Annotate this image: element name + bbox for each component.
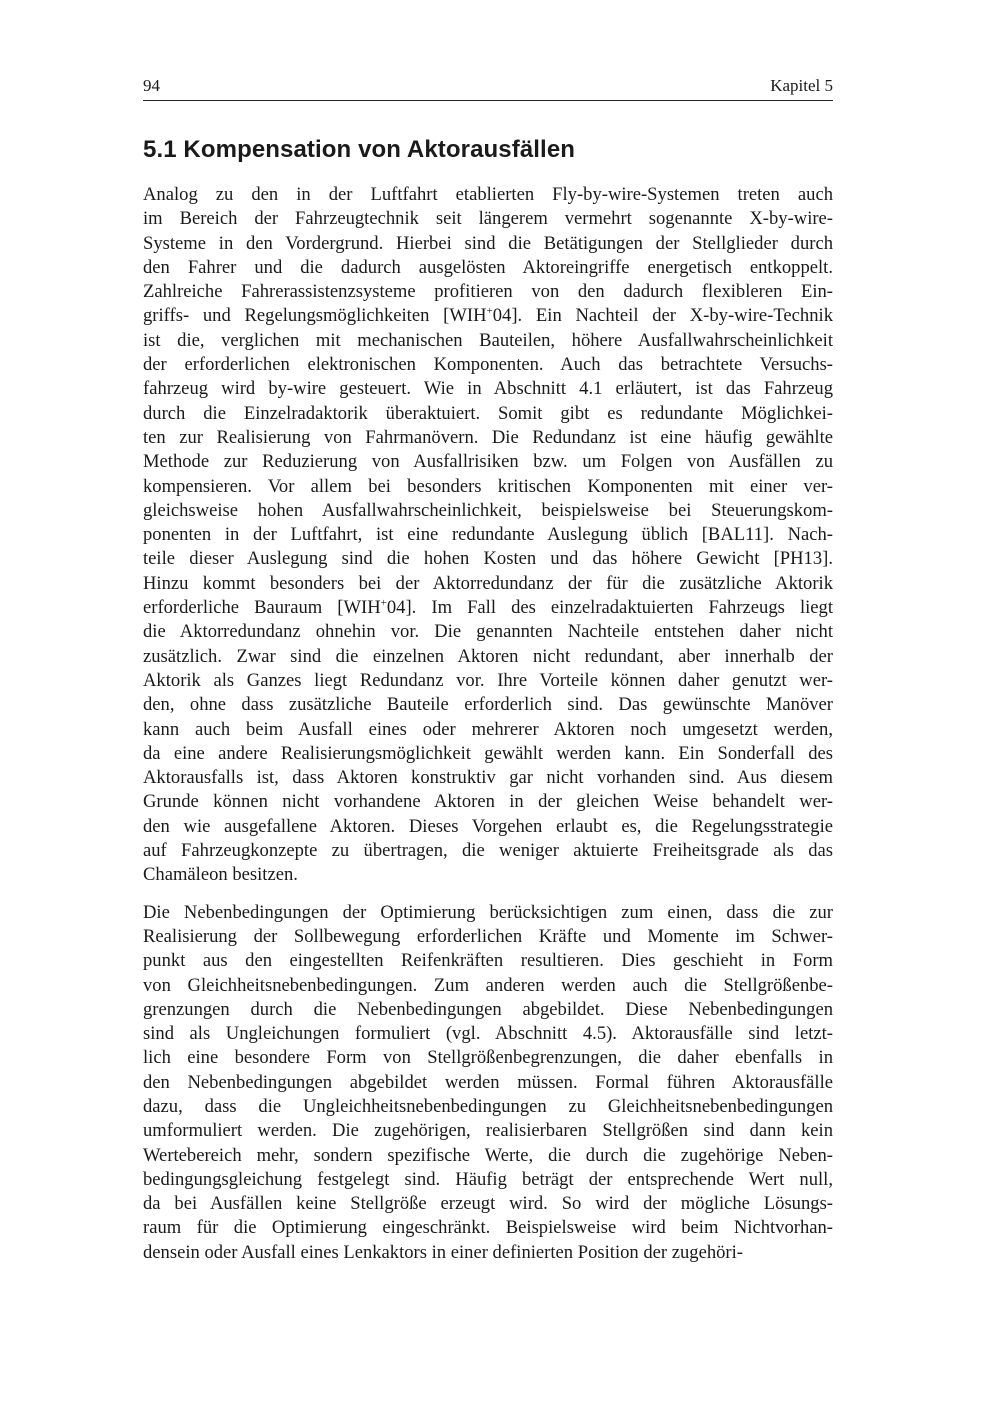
text-line: teile dieser Auslegung sind die hohen Kosten und das höhere Gewicht [PH13]. xyxy=(143,548,833,570)
paragraph-2 xyxy=(143,901,833,1265)
text-line: Realisierung der Sollbewegung erforderlichen Kräfte und Momente im Schwer- xyxy=(143,925,833,947)
section-title: 5.1 Kompensation von Aktorausfällen xyxy=(143,136,576,163)
text-line: dazu, dass die Ungleichheitsnebenbedingungen zu Gleichheitsnebenbedingungen xyxy=(143,1095,833,1117)
text-line: die Aktorredundanz ohnehin vor. Die genannten Nachteile entstehen daher nicht xyxy=(143,621,833,643)
text-line: griffs- und Regelungsmöglichkeiten [WIH+04]. Ein Nachteil der X-by-wire-Technik xyxy=(143,305,833,327)
text-line: kann auch beim Ausfall eines oder mehrerer Aktoren noch umgesetzt werden, xyxy=(143,718,833,740)
text-line: ponenten in der Luftfahrt, ist eine redundante Auslegung üblich [BAL11]. Nach- xyxy=(143,524,833,546)
text-line: Chamäleon besitzen. xyxy=(143,864,298,886)
text-line: gleichsweise hohen Ausfallwahrscheinlichkeit, beispielsweise bei Steuerungskom- xyxy=(143,499,833,521)
text-line: Grunde können nicht vorhandene Aktoren in der gleichen Weise behandelt wer- xyxy=(143,791,833,813)
text-line: Hinzu kommt besonders bei der Aktorredundanz der für die zusätzliche Aktorik xyxy=(143,572,833,594)
text-line: den Fahrer und die dadurch ausgelösten Aktoreingriffe energetisch entkoppelt. xyxy=(143,256,833,278)
text-line: den, ohne dass zusätzliche Bauteile erforderlich sind. Das gewünschte Manöver xyxy=(143,694,833,716)
citation-superscript: + xyxy=(380,596,387,609)
text-line: umformuliert werden. Die zugehörigen, realisierbaren Stellgrößen sind dann kein xyxy=(143,1120,833,1142)
text-line: sind als Ungleichungen formuliert (vgl. Abschnitt 4.5). Aktorausfälle sind letzt- xyxy=(143,1023,833,1045)
text-line: Wertebereich mehr, sondern spezifische Werte, die durch die zugehörige Neben- xyxy=(143,1144,833,1166)
citation-superscript: + xyxy=(486,305,493,318)
text-line: Aktorik als Ganzes liegt Redundanz vor. Ihre Vorteile können daher genutzt wer- xyxy=(143,669,833,691)
text-line: erforderliche Bauraum [WIH+04]. Im Fall des einzelradaktuierten Fahrzeugs liegt xyxy=(143,596,833,619)
text-line: densein oder Ausfall eines Lenkaktors in einer definierten Position der zugehöri- xyxy=(143,1241,743,1263)
text-line: den wie ausgefallene Aktoren. Dieses Vorgehen erlaubt es, die Regelungsstrategie xyxy=(143,815,833,837)
page-number: 94 xyxy=(143,76,160,95)
text-line: von Gleichheitsnebenbedingungen. Zum anderen werden auch die Stellgrößenbe- xyxy=(143,974,833,996)
text-line: durch die Einzelradaktorik überaktuiert. Somit gibt es redundante Möglichkei- xyxy=(143,402,833,424)
text-line: Aktorausfalls ist, dass Aktoren konstruktiv gar nicht vorhanden sind. Aus diesem xyxy=(143,767,833,789)
text-line: grenzungen durch die Nebenbedingungen abgebildet. Diese Nebenbedingungen xyxy=(143,998,833,1020)
text-line: Methode zur Reduzierung von Ausfallrisiken bzw. um Folgen von Ausfällen zu xyxy=(143,451,833,473)
text-line: Zahlreiche Fahrerassistenzsysteme profitieren von den dadurch flexibleren Ein- xyxy=(143,281,833,303)
text-line: im Bereich der Fahrzeugtechnik seit längerem vermehrt sogenannte X-by-wire- xyxy=(143,208,833,230)
running-header xyxy=(143,76,833,101)
text-line: Systeme in den Vordergrund. Hierbei sind die Betätigungen der Stellglieder durch xyxy=(143,232,833,254)
text-line: raum für die Optimierung eingeschränkt. Beispielsweise wird beim Nichtvorhan- xyxy=(143,1217,833,1239)
text-line: fahrzeug wird by-wire gesteuert. Wie in Abschnitt 4.1 erläutert, ist das Fahrzeug xyxy=(143,378,833,400)
paragraph-1 xyxy=(143,183,833,888)
text-line: da bei Ausfällen keine Stellgröße erzeugt wird. So wird der mögliche Lösungs- xyxy=(143,1193,833,1215)
text-line: ten zur Realisierung von Fahrmanövern. Die Redundanz ist eine häufig gewählte xyxy=(143,426,833,448)
text-line: zusätzlich. Zwar sind die einzelnen Aktoren nicht redundant, aber innerhalb der xyxy=(143,645,833,667)
chapter-label: Kapitel 5 xyxy=(770,76,833,95)
text-line: Analog zu den in der Luftfahrt etablierten Fly-by-wire-Systemen treten auch xyxy=(143,184,833,205)
body-text xyxy=(143,183,833,1278)
text-line: Die Nebenbedingungen der Optimierung berücksichtigen zum einen, dass die zur xyxy=(143,901,833,923)
text-line: bedingungsgleichung festgelegt sind. Häufig beträgt der entsprechende Wert null, xyxy=(143,1168,833,1190)
text-line: lich eine besondere Form von Stellgrößenbegrenzungen, die daher ebenfalls in xyxy=(143,1047,833,1069)
text-line: ist die, verglichen mit mechanischen Bauteilen, höhere Ausfallwahrscheinlichkeit xyxy=(143,329,833,351)
text-line: der erforderlichen elektronischen Komponenten. Auch das betrachtete Versuchs- xyxy=(143,354,833,376)
text-line: auf Fahrzeugkonzepte zu übertragen, die weniger aktuierte Freiheitsgrade als das xyxy=(143,840,833,862)
text-line: punkt aus den eingestellten Reifenkräften resultieren. Dies geschieht in Form xyxy=(143,950,833,972)
text-line: kompensieren. Vor allem bei besonders kritischen Komponenten mit einer ver- xyxy=(143,475,833,497)
text-line: den Nebenbedingungen abgebildet werden müssen. Formal führen Aktorausfälle xyxy=(143,1071,833,1093)
text-line: da eine andere Realisierungsmöglichkeit gewählt werden kann. Ein Sonderfall des xyxy=(143,742,833,764)
